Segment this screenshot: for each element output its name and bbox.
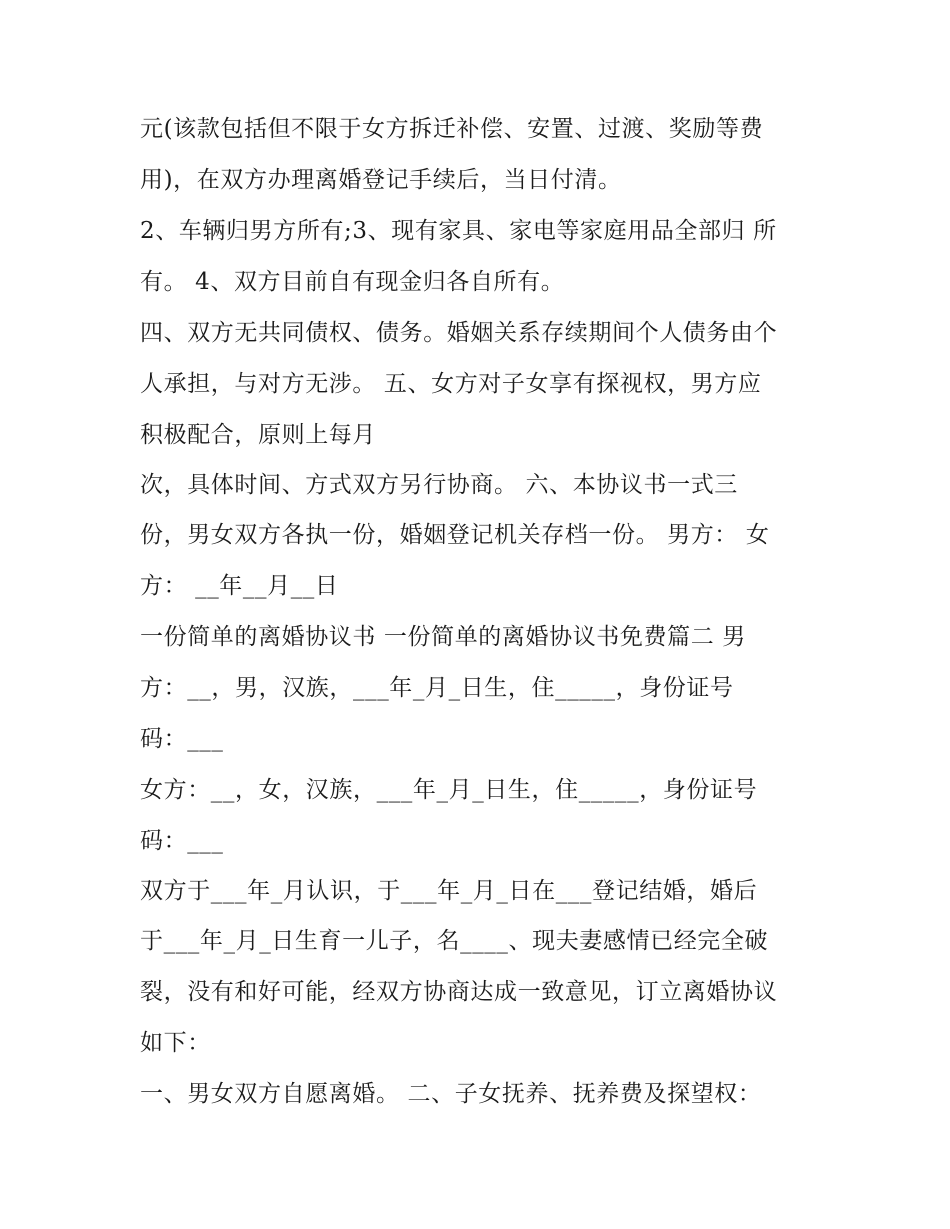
text-line: 裂，没有和好可能，经双方协商达成一致意见，订立离婚协议	[140, 979, 778, 1005]
text-line: 双方于___年_月认识，于___年_月_日在___登记结婚，婚后	[140, 878, 758, 904]
text-line: 于___年_月_日生育一儿子，名____、现夫妻感情已经完全破	[140, 928, 769, 954]
text-line: 份，男女双方各执一份，婚姻登记机关存档一份。 男方： 女	[140, 522, 770, 548]
text-line: 女方：__，女，汉族，___年_月_日生，住_____，身份证号	[140, 777, 758, 803]
text-line: 次，具体时间、方式双方另行协商。 六、本协议书一式三	[140, 472, 738, 498]
text-line: 方： __年__月__日	[140, 573, 339, 599]
text-line: 如下：	[140, 1030, 211, 1056]
text-line: 积极配合，原则上每月	[140, 422, 376, 448]
text-line: 码：___	[140, 726, 224, 752]
text-line: 四、双方无共同债权、债务。婚姻关系存续期间个人债务由个	[140, 320, 778, 346]
text-line: 人承担，与对方无涉。 五、女方对子女享有探视权，男方应	[140, 371, 762, 397]
text-line: 码：___	[140, 828, 224, 854]
text-line: 一份简单的离婚协议书 一份简单的离婚协议书免费篇二 男	[140, 624, 746, 650]
text-line: 元(该款包括但不限于女方拆迁补偿、安置、过渡、奖励等费	[140, 116, 764, 142]
text-line: 方：__，男，汉族，___年_月_日生，住_____，身份证号	[140, 675, 734, 701]
text-line: 一、男女双方自愿离婚。 二、子女抚养、抚养费及探望权：	[140, 1081, 762, 1107]
text-line: 用)，在双方办理离婚登记手续后，当日付清。	[140, 167, 622, 193]
text-line: 2、车辆归男方所有;3、现有家具、家电等家庭用品全部归 所	[140, 218, 777, 244]
text-line: 有。 4、双方目前自有现金归各自所有。	[140, 269, 565, 295]
